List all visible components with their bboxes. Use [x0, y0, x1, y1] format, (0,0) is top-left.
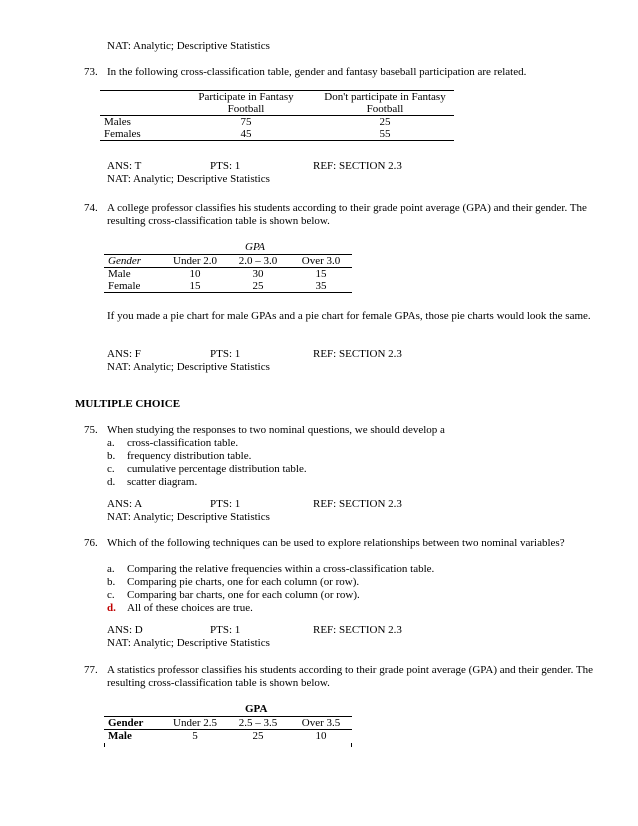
nat-line: NAT: Analytic; Descriptive Statistics: [107, 173, 270, 185]
option-letter: d.: [107, 476, 116, 488]
reference: REF: SECTION 2.3: [313, 160, 402, 172]
table-cell: 5: [192, 730, 198, 742]
question-number: 73.: [84, 66, 98, 78]
section-title: MULTIPLE CHOICE: [75, 398, 181, 410]
points: PTS: 1: [210, 624, 241, 636]
reference: REF: SECTION 2.3: [313, 624, 402, 636]
table-header: Gender: [104, 717, 164, 730]
table-cell: 75: [176, 116, 316, 129]
question-text: A statistics professor classifies his students according to their grade point average (GPA) and their gender. The resulting cross-classification table is shown below.: [107, 664, 594, 689]
row-label: Females: [100, 128, 176, 141]
table-cell: 55: [316, 128, 454, 141]
option-text: cross-classification table.: [127, 437, 239, 449]
table-header: Under 2.0: [164, 255, 226, 268]
option-letter: b.: [107, 576, 116, 588]
table-header: Participate in Fantasy Football: [176, 91, 316, 116]
option-text: All of these choices are true.: [127, 602, 253, 614]
table-border: [104, 743, 105, 747]
option-text: cumulative percentage distribution table.: [127, 463, 307, 475]
table-cell: 25: [316, 116, 454, 129]
option-letter: a.: [107, 437, 115, 449]
table-cell: 35: [290, 280, 352, 293]
question-text: When studying the responses to two nominal questions, we should develop a: [107, 424, 445, 436]
question-number: 74.: [84, 202, 98, 214]
reference: REF: SECTION 2.3: [313, 348, 402, 360]
row-label: Male: [108, 268, 131, 280]
question-text: A college professor classifies his students according to their grade point average (GPA) and their gender. The resulting cross-classification table is shown below.: [107, 202, 587, 227]
answer: ANS: A: [107, 498, 143, 510]
option-letter: c.: [107, 589, 115, 601]
table-header: 2.5 – 3.5: [226, 717, 290, 730]
answer: ANS: D: [107, 624, 143, 636]
gpa-table: [104, 254, 352, 293]
table-cell: 15: [315, 268, 327, 280]
table-cell: 25: [252, 730, 264, 742]
statement: If you made a pie chart for male GPAs and a pie chart for female GPAs, those pie charts would look the same.: [107, 310, 591, 322]
points: PTS: 1: [210, 160, 241, 172]
option-letter: a.: [107, 563, 115, 575]
row-label: Male: [108, 730, 132, 742]
nat-line: NAT: Analytic; Descriptive Statistics: [107, 40, 270, 52]
points: PTS: 1: [210, 348, 241, 360]
option-text: Comparing bar charts, one for each column (or row).: [127, 589, 360, 601]
question-text: In the following cross-classification table, gender and fantasy baseball participation are related.: [107, 66, 527, 78]
table-cell: 45: [176, 128, 316, 141]
row-label: Males: [100, 116, 176, 129]
option-letter: b.: [107, 450, 116, 462]
points: PTS: 1: [210, 498, 241, 510]
question-number: 76.: [84, 537, 98, 549]
gpa-table-2: [104, 716, 352, 742]
nat-line: NAT: Analytic; Descriptive Statistics: [107, 511, 270, 523]
table-header: Over 3.0: [290, 255, 352, 268]
table-cell: 25: [226, 280, 290, 293]
answer: ANS: F: [107, 348, 141, 360]
option-text: Comparing the relative frequencies within a cross-classification table.: [127, 563, 435, 575]
table-header: Gender: [104, 255, 164, 268]
option-text: Comparing pie charts, one for each column (or row).: [127, 576, 360, 588]
question-number: 77.: [84, 664, 98, 676]
option-letter: c.: [107, 463, 115, 475]
nat-line: NAT: Analytic; Descriptive Statistics: [107, 361, 270, 373]
table-header: 2.0 – 3.0: [226, 255, 290, 268]
table-cell: 10: [315, 730, 327, 742]
question-number: 75.: [84, 424, 98, 436]
table-cell: 15: [164, 280, 226, 293]
row-label: Female: [104, 280, 164, 293]
option-text: frequency distribution table.: [127, 450, 252, 462]
table-header: Under 2.5: [164, 717, 226, 730]
answer: ANS: T: [107, 160, 142, 172]
option-text: scatter diagram.: [127, 476, 198, 488]
table-border: [351, 743, 352, 747]
table-header: Over 3.5: [290, 717, 352, 730]
table-cell: 30: [252, 268, 264, 280]
question-text: Which of the following techniques can be used to explore relationships between two nominal variables?: [107, 537, 565, 549]
table-cell: 10: [189, 268, 201, 280]
gpa-label: GPA: [245, 703, 268, 715]
correct-option-letter: d.: [107, 602, 116, 614]
gpa-label: GPA: [245, 241, 265, 253]
fantasy-football-table: [100, 90, 454, 141]
nat-line: NAT: Analytic; Descriptive Statistics: [107, 637, 270, 649]
table-header: Don't participate in Fantasy Football: [316, 91, 454, 116]
reference: REF: SECTION 2.3: [313, 498, 402, 510]
